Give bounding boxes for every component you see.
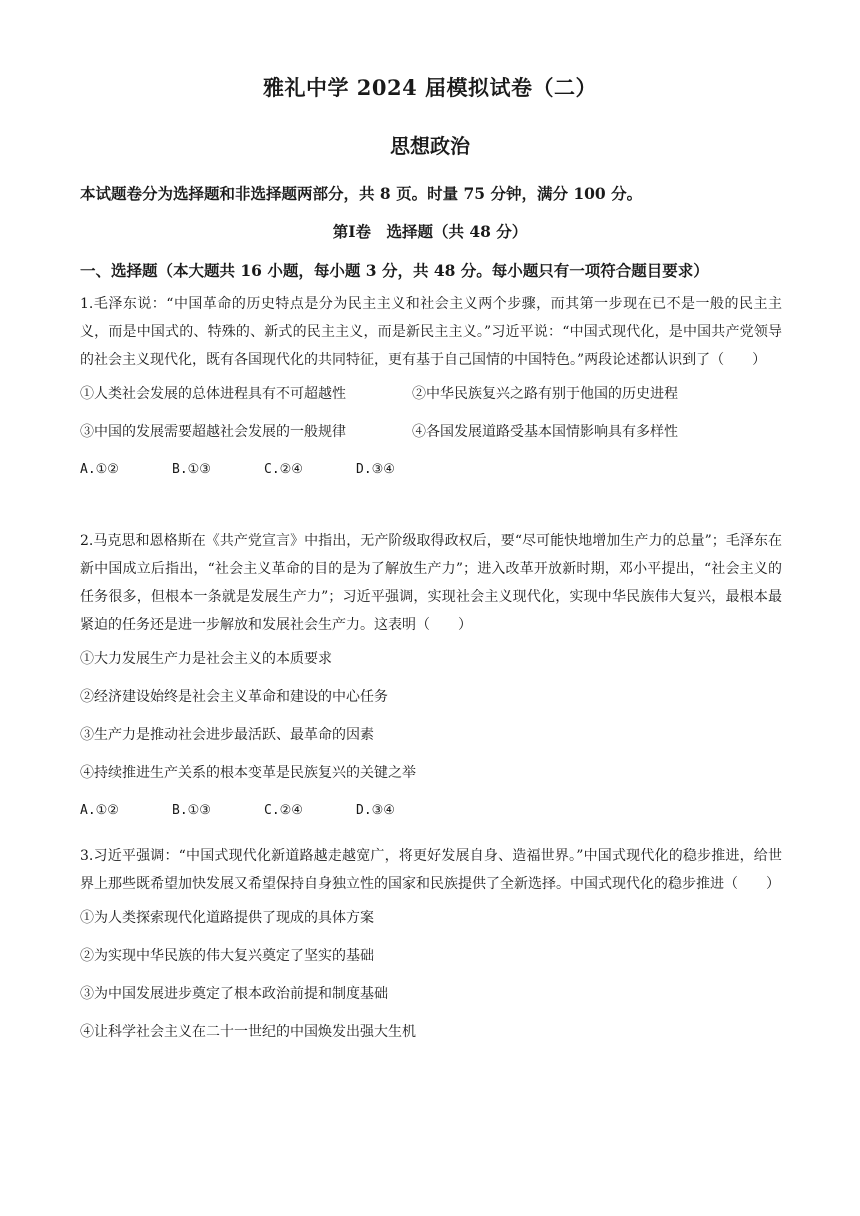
question-stem: 1.毛泽东说：“中国革命的历史特点是分为民主主义和社会主义两个步骤，而其第一步现在已不是一般的民主主义，而是中国式的、特殊的、新式的民主主义，而是新民主主义。”习近平说：“中国式现代化，是中国共产党领导的社会主义现代化，既有各国现代化的共同特征，更有基于自己国情的中国特色。”两段论述都认识到了（ ） <box>80 296 782 368</box>
exam-intro: 本试题卷分为选择题和非选择题两部分，共 8 页。时量 75 分钟，满分 100 分。 <box>80 184 643 203</box>
exam-title: 雅礼中学 2024 届模拟试卷（二） <box>262 75 598 100</box>
question-stem: 2.马克思和恩格斯在《共产党宣言》中指出，无产阶级取得政权后，要“尽可能快地增加生产力的总量”；毛泽东在新中国成立后指出，“社会主义革命的目的是为了解放生产力”；进入改革开放新时期，邓小平提出，“社会主义的任务很多，但根本一条就是发展生产力”；习近平强调，实现社会主义现代化，实现中华民族伟大复兴，最根本最紧迫的任务还是进一步解放和发展社会生产力。这表明（ ） <box>80 533 782 633</box>
answer-choice-a: A.①② <box>80 803 119 818</box>
part-title: 第Ⅰ卷 选择题（共 48 分） <box>332 222 528 241</box>
option: ②中华民族复兴之路有别于他国的历史进程 <box>412 386 678 402</box>
question-2 <box>80 527 782 821</box>
subject-title: 思想政治 <box>390 134 470 158</box>
option: ③生产力是推动社会进步最活跃、最革命的因素 <box>80 727 374 743</box>
option: ③中国的发展需要超越社会发展的一般规律 <box>80 424 346 440</box>
options-row <box>80 422 782 442</box>
options-row <box>80 384 782 404</box>
option: ②为实现中华民族的伟大复兴奠定了坚实的基础 <box>80 948 374 964</box>
answer-choice-c: C.②④ <box>264 462 303 477</box>
answer-choice-c: C.②④ <box>264 803 303 818</box>
option: ④让科学社会主义在二十一世纪的中国焕发出强大生机 <box>80 1024 416 1040</box>
answer-choice-b: B.①③ <box>172 803 211 818</box>
option: ①大力发展生产力是社会主义的本质要求 <box>80 651 332 667</box>
section-title: 一、选择题（本大题共 16 小题，每小题 3 分，共 48 分。每小题只有一项符合题目要求） <box>80 261 709 280</box>
option: ④持续推进生产关系的根本变革是民族复兴的关键之举 <box>80 765 416 781</box>
option: ③为中国发展进步奠定了根本政治前提和制度基础 <box>80 986 388 1002</box>
answer-choices <box>80 801 782 821</box>
answer-choice-b: B.①③ <box>172 462 211 477</box>
option: ④各国发展道路受基本国情影响具有多样性 <box>412 424 678 440</box>
option: ①为人类探索现代化道路提供了现成的具体方案 <box>80 910 374 926</box>
question-stem: 3.习近平强调：“中国式现代化新道路越走越宽广，将更好发展自身、造福世界。”中国式现代化的稳步推进，给世界上那些既希望加快发展又希望保持自身独立性的国家和民族提供了全新选择。中国式现代化的稳步推进（ ） <box>80 848 782 892</box>
answer-choice-d: D.③④ <box>356 462 395 477</box>
option: ①人类社会发展的总体进程具有不可超越性 <box>80 386 346 402</box>
question-1 <box>80 290 782 480</box>
answer-choices <box>80 460 782 480</box>
answer-choice-d: D.③④ <box>356 803 395 818</box>
question-3 <box>80 842 782 1042</box>
option: ②经济建设始终是社会主义革命和建设的中心任务 <box>80 689 388 705</box>
answer-choice-a: A.①② <box>80 462 119 477</box>
